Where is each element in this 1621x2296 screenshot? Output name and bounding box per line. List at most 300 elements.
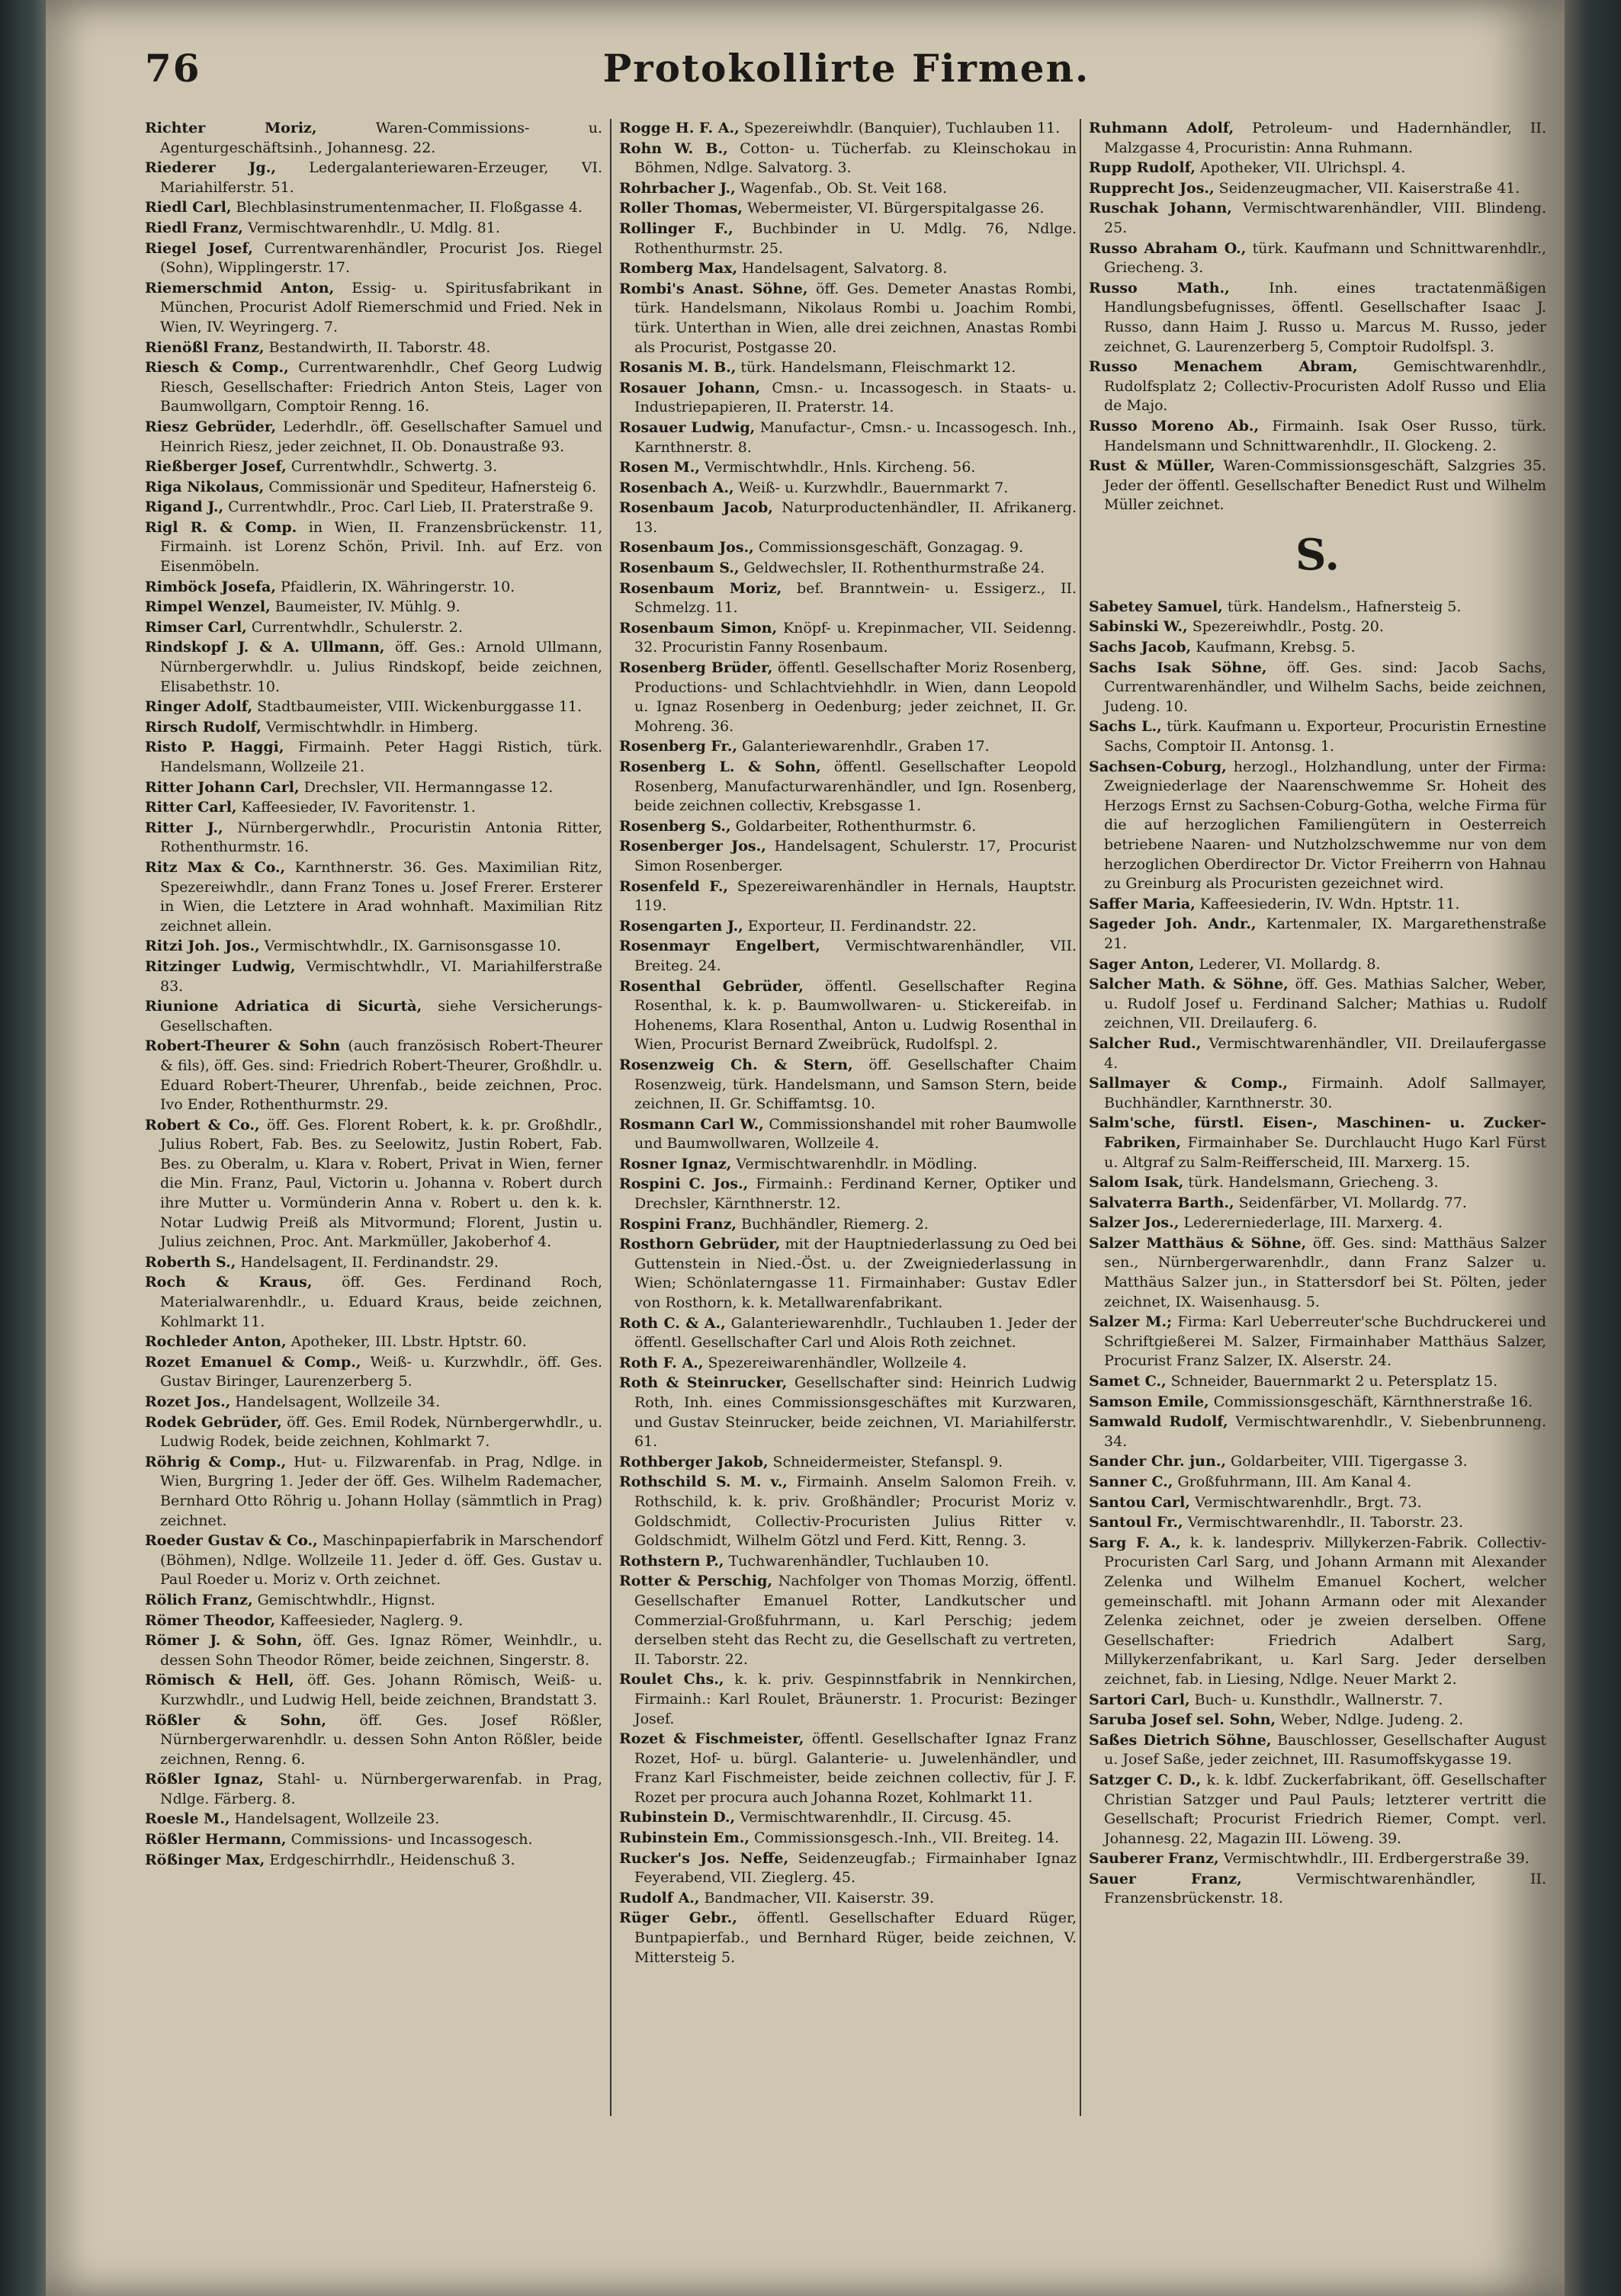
firm-details: Vermischtwarenhdlr., II. Taborstr. 23. bbox=[1183, 1514, 1464, 1531]
firm-details: Spezereiwarenhändler, Wollzeile 4. bbox=[703, 1354, 967, 1371]
firm-details: Webermeister, VI. Bürgerspitalgasse 26. bbox=[742, 200, 1045, 217]
firm-name: Robert-Theurer & Sohn bbox=[145, 1037, 341, 1055]
firm-name: Riesch & Comp., bbox=[145, 359, 289, 377]
firm-entry bbox=[619, 259, 1077, 279]
firm-entry bbox=[1089, 895, 1546, 915]
firm-name: Rohrbacher J., bbox=[619, 179, 736, 197]
firm-details: Drechsler, VII. Hermanngasse 12. bbox=[299, 778, 554, 796]
firm-name: Ritter Carl, bbox=[145, 799, 237, 816]
firm-entry bbox=[619, 379, 1077, 418]
firm-name: Rothstern P., bbox=[619, 1552, 724, 1570]
firm-details: Geldwechsler, II. Rothenthurmstraße 24. bbox=[739, 560, 1045, 577]
firm-name: Risto P. Haggi, bbox=[145, 739, 284, 756]
firm-name: Ringer Adolf, bbox=[145, 698, 253, 716]
firm-details: Bestandwirth, II. Taborstr. 48. bbox=[264, 338, 491, 356]
firm-entry bbox=[145, 697, 602, 717]
firm-entry bbox=[619, 358, 1077, 378]
firm-details: Großfuhrmann, III. Am Kanal 4. bbox=[1173, 1473, 1412, 1490]
firm-name: Salzer Matthäus & Söhne, bbox=[1089, 1234, 1307, 1252]
firm-name: Salom Isak, bbox=[1089, 1174, 1184, 1191]
firm-entry bbox=[1089, 179, 1546, 199]
firm-entry bbox=[145, 1611, 602, 1631]
firm-details: Gemischtwhdlr., Hignst. bbox=[252, 1591, 435, 1608]
firm-name: Salvaterra Barth., bbox=[1089, 1194, 1234, 1211]
firm-details: öff. Ges. sind: Matthäus Salzer sen., Nürnbergerwarenhdlr., dann Franz Salzer u. Matthäus Salzer jun., in Stattersdorf bei St. Pölten, jeder zeichnet, IX. Waisenhausg. 5. bbox=[1104, 1234, 1546, 1310]
firm-details: Handelsagent, Salvatorg. 8. bbox=[737, 260, 948, 277]
firm-entry bbox=[145, 618, 602, 638]
firm-name: Rimser Carl, bbox=[145, 618, 247, 636]
firm-name: Samwald Rudolf, bbox=[1089, 1413, 1228, 1431]
firm-entry bbox=[619, 619, 1077, 658]
firm-name: Rosenberg S., bbox=[619, 817, 731, 835]
firm-details: Waren-Commissions- u. Agenturgeschäftsinh., Johannesg. 22. bbox=[160, 120, 603, 156]
firm-entry bbox=[619, 837, 1077, 876]
firm-entry bbox=[619, 418, 1077, 457]
firm-name: Riedl Franz, bbox=[145, 219, 243, 236]
firm-entry bbox=[1089, 1870, 1546, 1909]
firm-entry bbox=[619, 1473, 1077, 1550]
firm-details: Pfaidlerin, IX. Währingerstr. 10. bbox=[275, 578, 515, 595]
firm-details: mit der Hauptniederlassung zu Oed bei Guttenstein in Nied.-Öst. u. der Zweigniederlassung in Wien; Schönlaterngasse 11. Firmainhaber: Gustav Edler von Rosthorn, k. k. Metallwarenfabrikant. bbox=[634, 1236, 1077, 1312]
firm-entry bbox=[145, 997, 602, 1036]
firm-details: Inh. eines tractatenmäßigen Handlungsbefugnisses, öffentl. Gesellschafter Isaac J. Russo, dann Haim J. Russo u. Marcus M. Russo, jeder zeichnet, G. Laurenzerberg 5, Comptoir Rudolfspl. 3. bbox=[1104, 279, 1546, 355]
firm-details: Currentwarenhändler, Procurist Jos. Riegel (Sohn), Wipplingerstr. 17. bbox=[160, 239, 602, 277]
firm-entry bbox=[1089, 199, 1546, 238]
firm-entry bbox=[619, 538, 1077, 558]
firm-entry bbox=[1089, 1493, 1546, 1513]
firm-details: Buchhändler, Riemerg. 2. bbox=[737, 1215, 929, 1233]
firm-details: Handelsagent, II. Ferdinandstr. 29. bbox=[236, 1253, 499, 1271]
firm-details: Vermischtwarenhändler, VII. Dreilaufergasse 4. bbox=[1104, 1034, 1546, 1072]
firm-details: Goldarbeiter, Rothenthurmstr. 6. bbox=[730, 817, 977, 835]
firm-details: Vermischtwhdlr., Hnls. Kircheng. 56. bbox=[699, 459, 976, 476]
firm-entry bbox=[1089, 358, 1546, 416]
firm-details: Firmainh.: Ferdinand Kerner, Optiker und Drechsler, Kärnthnerstr. 12. bbox=[634, 1175, 1077, 1213]
firm-name: Rucker's Jos. Neffe, bbox=[619, 1849, 789, 1867]
firm-entry bbox=[145, 498, 602, 518]
firm-details: herzogl., Holzhandlung, unter der Firma: Zweigniederlage der Naarenschwemme Sr. Hoheit des Herzogs Ernst zu Sachsen-Coburg-Gotha, welche Firma für die auf herzoglichen Familiengütern in Oesterreich betriebene Naaren- und Nutzholzschwemme nur von dem herzoglichen Oberdirector Dr. Victor Freiherrn von Hahnau zu Greinburg als Procuristen gezeichnet wird. bbox=[1104, 758, 1546, 893]
firm-details: (auch französisch Robert-Theurer & fils), öff. Ges. sind: Friedrich Robert-Theurer, Großhdlr. u. Eduard Robert-Theurer, Uhrenfab., beide zeichnen, Proc. Ivo Ender, Rothenthurmstr. 29. bbox=[160, 1037, 602, 1114]
firm-name: Santoul Fr., bbox=[1089, 1514, 1183, 1531]
firm-name: Rozet Jos., bbox=[145, 1393, 231, 1410]
firm-entry bbox=[1089, 659, 1546, 717]
firm-name: Roesle M., bbox=[145, 1810, 230, 1828]
directory-column-2 bbox=[619, 119, 1077, 1968]
firm-name: Russo Moreno Ab., bbox=[1089, 417, 1260, 435]
firm-details: Lederer, VI. Mollardg. 8. bbox=[1194, 955, 1381, 973]
firm-name: Rosenberg L. & Sohn, bbox=[619, 758, 821, 775]
firm-details: siehe Versicherungs-Gesellschaften. bbox=[160, 998, 602, 1034]
firm-entry bbox=[619, 1354, 1077, 1374]
firm-name: Rigl R. & Comp. bbox=[145, 518, 297, 536]
firm-name: Roch & Kraus, bbox=[145, 1274, 313, 1291]
firm-entry bbox=[145, 957, 602, 996]
firm-entry bbox=[145, 1253, 602, 1273]
firm-entry bbox=[145, 937, 602, 957]
firm-entry bbox=[145, 239, 602, 278]
firm-details: Baumeister, IV. Mühlg. 9. bbox=[270, 598, 461, 616]
firm-entry bbox=[619, 877, 1077, 916]
firm-name: Sabinski W., bbox=[1089, 618, 1188, 636]
firm-entry bbox=[619, 1115, 1077, 1154]
firm-name: Rogge H. F. A., bbox=[619, 120, 740, 136]
firm-name: Sauer Franz, bbox=[1089, 1870, 1242, 1887]
firm-entry bbox=[1089, 1194, 1546, 1214]
firm-name: Russo Menachem Abram, bbox=[1089, 358, 1358, 376]
firm-name: Rosen M., bbox=[619, 459, 700, 476]
firm-name: Sabetey Samuel, bbox=[1089, 598, 1223, 615]
firm-entry bbox=[619, 1808, 1077, 1828]
firm-entry bbox=[1089, 1473, 1546, 1493]
firm-name: Riesz Gebrüder, bbox=[145, 418, 277, 435]
firm-entry bbox=[1089, 119, 1546, 158]
firm-entry bbox=[619, 1889, 1077, 1909]
firm-entry bbox=[145, 279, 602, 338]
firm-name: Rüger Gebr., bbox=[619, 1910, 737, 1927]
firm-details: Wagenfab., Ob. St. Veit 168. bbox=[735, 179, 948, 197]
firm-entry bbox=[145, 1413, 602, 1452]
facing-page-edge bbox=[1565, 0, 1621, 2296]
firm-name: Rospini Franz, bbox=[619, 1215, 737, 1233]
firm-details: Firmainh. Anselm Salomon Freih. v. Rothschild, k. k. priv. Großhändler; Procurist Moriz v. Goldschmidt, Collectiv-Procuristen Julius Ritter v. Goldschmidt, Wilhelm Götzl und Ferd. Kitt, Renng. 3. bbox=[634, 1473, 1077, 1550]
firm-details: Kaffeesieder, IV. Favoritenstr. 1. bbox=[236, 799, 476, 816]
firm-entry bbox=[1089, 417, 1546, 456]
firm-details: Currentwhdlr., Schulerstr. 2. bbox=[246, 618, 463, 636]
firm-details: Nachfolger von Thomas Morzig, öffentl. Gesellschafter Emanuel Rotter, Landkutscher und Commerzial-Großfuhrmann, u. Karl Perschig; jedem derselben steht das Recht zu, die Gesellschaft zu vertreten, II. Taborstr. 22. bbox=[634, 1573, 1077, 1668]
firm-details: Knöpf- u. Krepinmacher, VII. Seidenng. 32. Procuristin Fanny Rosenbaum. bbox=[634, 619, 1077, 656]
firm-details: türk. Kaufmann und Schnittwarenhdlr., Griecheng. 3. bbox=[1104, 239, 1546, 277]
firm-details: Manufactur-, Cmsn.- u. Incassogesch. Inh., Karnthnerstr. 8. bbox=[634, 418, 1077, 456]
firm-details: Commissionsgeschäft, Kärnthnerstraße 16. bbox=[1209, 1393, 1533, 1410]
firm-entry bbox=[619, 179, 1077, 199]
firm-name: Saßes Dietrich Söhne, bbox=[1089, 1731, 1272, 1749]
firm-details: Firmainhaber Se. Durchlaucht Hugo Karl Fürst u. Altgraf zu Salm-Reifferscheid, III. Marxerg. 15. bbox=[1104, 1134, 1546, 1171]
firm-details: Commissionshandel mit roher Baumwolle und Baumwollwaren, Wollzeile 4. bbox=[634, 1115, 1077, 1153]
firm-details: bef. Branntwein- u. Essigerz., II. Schmelzg. 11. bbox=[634, 579, 1077, 617]
firm-name: Römisch & Hell, bbox=[145, 1672, 294, 1689]
firm-details: Waren-Commissionsgeschäft, Salzgries 35. Jeder der öffentl. Gesellschafter Benedict Rust und Wilhelm Müller zeichnet. bbox=[1104, 457, 1546, 514]
firm-details: Blechblasinstrumentenmacher, II. Floßgasse 4. bbox=[231, 199, 583, 216]
firm-entry bbox=[619, 1829, 1077, 1849]
firm-details: Commissionär und Spediteur, Hafnersteig 6. bbox=[264, 478, 597, 495]
firm-details: öff. Ges. Johann Römisch, Weiß- u. Kurzwhdlr., und Ludwig Hell, beide zeichnen, Brandstatt 3. bbox=[160, 1672, 602, 1708]
firm-details: Goldarbeiter, VIII. Tigergasse 3. bbox=[1226, 1453, 1468, 1470]
firm-entry bbox=[619, 1909, 1077, 1967]
firm-entry bbox=[619, 1453, 1077, 1473]
firm-entry bbox=[619, 458, 1077, 478]
firm-entry bbox=[145, 718, 602, 738]
firm-name: Sander Chr. jun., bbox=[1089, 1453, 1227, 1470]
firm-details: Vermischtwhdlr., III. Erdbergerstraße 39. bbox=[1218, 1850, 1530, 1868]
firm-entry bbox=[145, 578, 602, 598]
firm-entry bbox=[1089, 955, 1546, 975]
firm-name: Rust & Müller, bbox=[1089, 457, 1215, 475]
firm-entry bbox=[1089, 1313, 1546, 1371]
firm-details: Seidenfärber, VI. Mollardg. 77. bbox=[1234, 1194, 1467, 1211]
firm-entry bbox=[145, 198, 602, 218]
firm-name: Rozet Emanuel & Comp., bbox=[145, 1353, 361, 1371]
firm-details: Petroleum- und Hadernhändler, II. Malzgasse 4, Procuristin: Anna Ruhmann. bbox=[1104, 120, 1546, 156]
firm-details: Spezereiwhdlr., Postg. 20. bbox=[1187, 618, 1384, 636]
firm-entry bbox=[145, 1332, 602, 1352]
firm-entry bbox=[145, 1851, 602, 1871]
directory-column-3 bbox=[1089, 119, 1546, 1910]
firm-entry bbox=[145, 798, 602, 818]
firm-entry bbox=[1089, 1393, 1546, 1413]
firm-name: Rupp Rudolf, bbox=[1089, 159, 1196, 177]
firm-details: Weiß- u. Kurzwhdlr., öff. Ges. Gustav Biringer, Laurenzerberg 5. bbox=[160, 1353, 602, 1390]
firm-details: öff. Ges. Ignaz Römer, Weinhdlr., u. dessen Sohn Theodor Römer, beide zeichnen, Singerstr. 8. bbox=[160, 1632, 602, 1669]
column-divider bbox=[1080, 119, 1081, 2116]
firm-entry bbox=[145, 219, 602, 239]
firm-details: öffentl. Gesellschafter Ignaz Franz Rozet, Hof- u. bürgl. Galanterie- u. Juwelenhändler, und Franz Karl Fischmeister, beide zeichnen collectiv, für J. F. Rozet per procura auch Johanna Rozet, Kohlmarkt 11. bbox=[634, 1730, 1077, 1806]
firm-details: Vermischtwarenhdlr., II. Circusg. 45. bbox=[735, 1809, 1012, 1826]
firm-details: Firmainh. Adolf Sallmayer, Buchhändler, Karnthnerstr. 30. bbox=[1104, 1075, 1546, 1111]
firm-name: Rosenzweig Ch. & Stern, bbox=[619, 1056, 853, 1073]
firm-details: Bandmacher, VII. Kaiserstr. 39. bbox=[699, 1889, 934, 1906]
firm-details: in Wien, II. Franzensbrückenstr. 11, Firmainh. ist Lorenz Schön, Privil. Inh. auf Erz. von Eisenmöbeln. bbox=[160, 518, 602, 576]
firm-entry bbox=[1089, 1372, 1546, 1392]
firm-entry bbox=[619, 280, 1077, 358]
firm-name: Rosenbaum Simon, bbox=[619, 619, 778, 637]
firm-details: Bauschlosser, Gesellschafter August u. Josef Saße, jeder zeichnet, III. Rasumoffskygasse 19. bbox=[1104, 1731, 1546, 1768]
firm-details: Apotheker, III. Lbstr. Hptstr. 60. bbox=[286, 1333, 527, 1351]
firm-name: Römer Theodor, bbox=[145, 1611, 276, 1629]
firm-name: Rosenbaum S., bbox=[619, 560, 740, 577]
firm-entry bbox=[619, 479, 1077, 499]
firm-details: Buchbinder in U. Mdlg. 76, Ndlge. Rothenthurmstr. 25. bbox=[634, 220, 1077, 257]
firm-details: Naturproductenhändler, II. Afrikanerg. 13. bbox=[634, 499, 1077, 536]
firm-entry bbox=[1089, 239, 1546, 278]
firm-details: Kaffeesieder, Naglerg. 9. bbox=[275, 1611, 464, 1629]
firm-details: Gesellschafter sind: Heinrich Ludwig Roth, Inh. eines Commissionsgeschäftes mit Kurzwaren, und Gustav Steinrucker, beide zeichnen, VI. Mariahilferstr. 61. bbox=[634, 1374, 1077, 1451]
firm-name: Sallmayer & Comp., bbox=[1089, 1075, 1289, 1092]
firm-name: Rößler Hermann, bbox=[145, 1831, 287, 1849]
firm-details: Vermischtwhdlr., IX. Garnisonsgasse 10. bbox=[259, 938, 561, 955]
firm-name: Rimpel Wenzel, bbox=[145, 598, 271, 616]
firm-details: öffentl. Gesellschafter Eduard Rüger, Buntpapierfab., und Bernhard Rüger, beide zeichnen, V. Mittersteig 5. bbox=[634, 1910, 1077, 1966]
firm-name: Rubinstein Em., bbox=[619, 1829, 750, 1847]
firm-details: Galanteriewarenhdlr., Graben 17. bbox=[737, 738, 990, 755]
firm-entry bbox=[145, 1353, 602, 1392]
firm-entry bbox=[1089, 1173, 1546, 1193]
firm-details: öffentl. Gesellschafter Regina Rosenthal, k. k. p. Baumwollwaren- u. Stickereifab. in Hohenems, Klara Rosenthal, Anton u. Ludwig Rosenthal in Wien, Procurist Bernard Zweibrück, Rudolfspl. 2. bbox=[634, 977, 1077, 1053]
firm-entry bbox=[1089, 1034, 1546, 1073]
firm-details: öff. Ges. Emil Rodek, Nürnbergerwhdlr., u. Ludwig Rodek, beide zeichnen, Kohlmarkt 7. bbox=[160, 1413, 602, 1451]
firm-details: Currentwhdlr., Schwertg. 3. bbox=[286, 458, 498, 476]
firm-entry bbox=[145, 1591, 602, 1611]
firm-entry bbox=[145, 478, 602, 498]
page-header bbox=[145, 46, 1548, 99]
firm-details: Seidenzeugfab.; Firmainhaber Ignaz Feyerabend, VII. Zieglerg. 45. bbox=[634, 1849, 1077, 1887]
firm-name: Roberth S., bbox=[145, 1253, 236, 1271]
firm-entry bbox=[145, 598, 602, 617]
firm-entry bbox=[619, 139, 1077, 178]
firm-entry bbox=[619, 917, 1077, 937]
firm-name: Roth F. A., bbox=[619, 1354, 704, 1371]
firm-entry bbox=[619, 119, 1077, 139]
firm-details: Weber, Ndlge. Judeng. 2. bbox=[1276, 1711, 1464, 1729]
firm-entry bbox=[1089, 1849, 1546, 1869]
firm-name: Ruschak Johann, bbox=[1089, 200, 1232, 217]
firm-name: Ritz Max & Co., bbox=[145, 858, 286, 876]
firm-details: türk. Handelsmann, Fleischmarkt 12. bbox=[736, 359, 1016, 377]
firm-entry bbox=[145, 1810, 602, 1829]
firm-entry bbox=[1089, 279, 1546, 357]
firm-entry bbox=[1089, 617, 1546, 637]
firm-entry bbox=[145, 1273, 602, 1332]
firm-entry bbox=[1089, 975, 1546, 1034]
firm-name: Rothschild S. M. v., bbox=[619, 1473, 788, 1491]
firm-entry bbox=[1089, 1711, 1546, 1730]
firm-name: Roller Thomas, bbox=[619, 200, 743, 217]
firm-entry bbox=[619, 817, 1077, 837]
firm-details: Hut- u. Filzwarenfab. in Prag, Ndlge. in Wien, Burgring 1. Jeder der öff. Ges. Wilhelm Rademacher, Bernhard Otto Röhrig u. Johann Hollay (sämmtlich in Prag) zeichnet. bbox=[160, 1453, 602, 1529]
firm-name: Rößler Ignaz, bbox=[145, 1771, 264, 1788]
firm-name: Rodek Gebrüder, bbox=[145, 1413, 282, 1431]
firm-name: Sanner C., bbox=[1089, 1473, 1173, 1490]
firm-entry bbox=[145, 638, 602, 697]
firm-entry bbox=[1089, 1513, 1546, 1533]
firm-name: Rindskopf J. & A. Ullmann, bbox=[145, 639, 385, 656]
firm-name: Rosenbaum Jacob, bbox=[619, 499, 773, 517]
firm-details: Schneidermeister, Stefanspl. 9. bbox=[768, 1453, 1003, 1470]
firm-name: Robert & Co., bbox=[145, 1116, 260, 1134]
firm-name: Ruhmann Adolf, bbox=[1089, 120, 1234, 136]
firm-details: Ledererniederlage, III. Marxerg. 4. bbox=[1179, 1214, 1443, 1232]
firm-name: Rollinger F., bbox=[619, 220, 733, 237]
firm-entry bbox=[619, 1849, 1077, 1888]
firm-entry bbox=[145, 1116, 602, 1252]
firm-details: Spezereiwarenhändler in Hernals, Hauptstr. 119. bbox=[634, 877, 1077, 915]
firm-name: Samson Emile, bbox=[1089, 1393, 1209, 1410]
firm-details: Tuchwarenhändler, Tuchlauben 10. bbox=[724, 1552, 990, 1570]
firm-name: Rosenbaum Jos., bbox=[619, 539, 754, 556]
firm-name: Ritter Johann Carl, bbox=[145, 778, 300, 796]
firm-entry bbox=[145, 119, 602, 158]
firm-details: Seidenzeugmacher, VII. Kaiserstraße 41. bbox=[1214, 179, 1520, 197]
firm-details: Gemischtwarenhdlr., Rudolfsplatz 2; Collectiv-Procuristen Adolf Russo und Elia de Majo. bbox=[1104, 358, 1546, 415]
firm-entry bbox=[619, 220, 1077, 258]
firm-entry bbox=[145, 457, 602, 477]
firm-details: Stahl- u. Nürnbergerwarenfab. in Prag, Ndlge. Färberg. 8. bbox=[160, 1771, 602, 1807]
firm-name: Rubinstein D., bbox=[619, 1809, 736, 1826]
column-divider bbox=[610, 119, 611, 2116]
firm-name: Sachs Isak Söhne, bbox=[1089, 659, 1267, 676]
firm-details: öff. Ges. Josef Rößler, Nürnbergerwarenhdlr. u. dessen Sohn Anton Rößler, beide zeichnen, Renng. 6. bbox=[160, 1711, 602, 1768]
firm-entry bbox=[1089, 638, 1546, 658]
firm-name: Rosmann Carl W., bbox=[619, 1115, 764, 1133]
firm-name: Sachs Jacob, bbox=[1089, 639, 1192, 656]
firm-entry bbox=[1089, 159, 1546, 178]
firm-entry bbox=[1089, 598, 1546, 617]
firm-details: Spezereiwhdlr. (Banquier), Tuchlauben 11. bbox=[739, 120, 1061, 136]
firm-entry bbox=[145, 778, 602, 798]
firm-entry bbox=[619, 499, 1077, 537]
firm-details: Handelsagent, Wollzeile 34. bbox=[230, 1393, 441, 1410]
firm-name: Rosanis M. B., bbox=[619, 359, 737, 377]
firm-name: Salm'sche, fürstl. Eisen-, Maschinen- u. Zucker-Fabriken, bbox=[1089, 1114, 1546, 1151]
firm-details: öff. Ges. Demeter Anastas Rombi, türk. Handelsmann, Nikolaus Rombi u. Joachim Rombi, türk. Unterthan in Wien, alle drei zeichnen, Anastas Rombi als Procurist, Postgasse 20. bbox=[634, 280, 1077, 356]
firm-name: Sager Anton, bbox=[1089, 955, 1195, 973]
firm-details: öffentl. Gesellschafter Moriz Rosenberg, Productions- und Schlachtviehhdlr. in Wien, dann Leopold u. Ignaz Rosenberg in Oedenburg; jeder zeichnet, II. Gr. Mohreng. 36. bbox=[634, 659, 1077, 735]
firm-entry bbox=[1089, 1413, 1546, 1451]
firm-details: Vermischtwarenhändler, VIII. Blindeng. 25. bbox=[1104, 200, 1546, 236]
firm-entry bbox=[619, 659, 1077, 736]
firm-entry bbox=[145, 738, 602, 777]
firm-name: Rosenthal Gebrüder, bbox=[619, 977, 804, 995]
firm-details: Stadtbaumeister, VIII. Wickenburggasse 11. bbox=[252, 698, 583, 716]
firm-details: öff. Ges. sind: Jacob Sachs, Currentwarenhändler, und Wilhelm Sachs, beide zeichnen, Judeng. 10. bbox=[1104, 659, 1546, 715]
firm-entry bbox=[619, 1314, 1077, 1353]
firm-name: Röhrig & Comp., bbox=[145, 1453, 287, 1470]
firm-details: Exporteur, II. Ferdinandstr. 22. bbox=[743, 917, 977, 935]
firm-details: türk. Kaufmann u. Exporteur, Procuristin Ernestine Sachs, Comptoir II. Antonsg. 1. bbox=[1104, 718, 1546, 755]
firm-details: Vermischtwarenhändler, VII. Breiteg. 24. bbox=[634, 938, 1077, 974]
firm-name: Rigand J., bbox=[145, 499, 224, 516]
firm-details: öff. Ges. Florent Robert, k. k. pr. Großhdlr., Julius Robert, Fab. Bes. zu Seelowitz, Justin Robert, Fab. Bes. zu Oberalm, u. Klara v. Robert, Privat in Wien, ferner die Min. Franz, Paul, Victorin u. Johanna v. Robert durch ihre Mutter u. Vormünderin Anna v. Robert u. den k. k. Notar Ludwig Preiß als Mitvormund; Florent, Justin u. Julius zeichnen, Proc. Ant. Markmüller, Jakoberhof 4. bbox=[160, 1116, 602, 1251]
firm-entry bbox=[145, 1393, 602, 1413]
page-title: Protokollirte Firmen. bbox=[602, 46, 1090, 91]
firm-entry bbox=[1089, 758, 1546, 894]
firm-name: Rosenberg Brüder, bbox=[619, 659, 773, 677]
firm-name: Ritzi Joh. Jos., bbox=[145, 938, 260, 955]
firm-name: Ritter J., bbox=[145, 819, 223, 836]
firm-details: Schneider, Bauernmarkt 2 u. Petersplatz 15. bbox=[1166, 1373, 1498, 1390]
firm-entry bbox=[619, 1175, 1077, 1214]
firm-name: Salcher Math. & Söhne, bbox=[1089, 976, 1289, 993]
firm-name: Sachsen-Coburg, bbox=[1089, 758, 1227, 775]
firm-entry bbox=[145, 518, 602, 577]
firm-name: Rudolf A., bbox=[619, 1889, 700, 1906]
firm-entry bbox=[1089, 1771, 1546, 1849]
firm-entry bbox=[1089, 717, 1546, 756]
directory-column-1 bbox=[145, 119, 602, 1871]
firm-entry bbox=[619, 1056, 1077, 1114]
firm-details: öff. Ges.: Arnold Ullmann, Nürnbergerwhdlr. u. Julius Rindskopf, beide zeichnen, Elisabethstr. 10. bbox=[160, 639, 602, 695]
firm-entry bbox=[619, 1572, 1077, 1669]
firm-name: Rößler & Sohn, bbox=[145, 1711, 326, 1729]
firm-entry bbox=[145, 858, 602, 936]
firm-entry bbox=[1089, 1691, 1546, 1711]
firm-entry bbox=[619, 1730, 1077, 1807]
firm-details: Handelsagent, Wollzeile 23. bbox=[230, 1810, 440, 1828]
firm-name: Samet C., bbox=[1089, 1373, 1167, 1390]
firm-entry bbox=[619, 1670, 1077, 1729]
firm-name: Römer J. & Sohn, bbox=[145, 1632, 303, 1650]
firm-name: Roeder Gustav & Co., bbox=[145, 1532, 318, 1550]
firm-entry bbox=[619, 1374, 1077, 1451]
firm-name: Salcher Rud., bbox=[1089, 1034, 1202, 1052]
firm-details: Karnthnerstr. 36. Ges. Maximilian Ritz, Spezereiwhdlr., dann Franz Tones u. Josef Frerer. Ersterer in Wien, die Letztere in Arad wohnhaft. Maximilian Ritz zeichnet allein. bbox=[160, 858, 602, 935]
firm-name: Saffer Maria, bbox=[1089, 895, 1196, 912]
firm-name: Rimböck Josefa, bbox=[145, 578, 276, 595]
page-number: 76 bbox=[145, 46, 201, 91]
firm-entry bbox=[145, 1037, 602, 1114]
firm-details: Firmainh. Isak Oser Russo, türk. Handelsmann und Schnittwarenhdlr., II. Glockeng. 2. bbox=[1104, 417, 1546, 454]
firm-details: Vermischtwarenhdlr. in Mödling. bbox=[731, 1155, 977, 1172]
firm-details: Cmsn.- u. Incassogesch. in Staats- u. Industriepapieren, II. Praterstr. 14. bbox=[634, 379, 1077, 416]
firm-entry bbox=[145, 1770, 602, 1809]
firm-details: öff. Ges. Ferdinand Roch, Materialwarenhdlr., u. Eduard Kraus, beide zeichnen, Kohlmarkt 11. bbox=[160, 1274, 602, 1330]
firm-entry bbox=[1089, 1114, 1546, 1172]
firm-name: Richter Moriz, bbox=[145, 120, 317, 136]
firm-name: Roulet Chs., bbox=[619, 1671, 724, 1688]
firm-entry bbox=[1089, 1234, 1546, 1312]
firm-entry bbox=[145, 358, 602, 417]
firm-name: Rothberger Jakob, bbox=[619, 1453, 769, 1470]
firm-name: Rupprecht Jos., bbox=[1089, 179, 1215, 197]
